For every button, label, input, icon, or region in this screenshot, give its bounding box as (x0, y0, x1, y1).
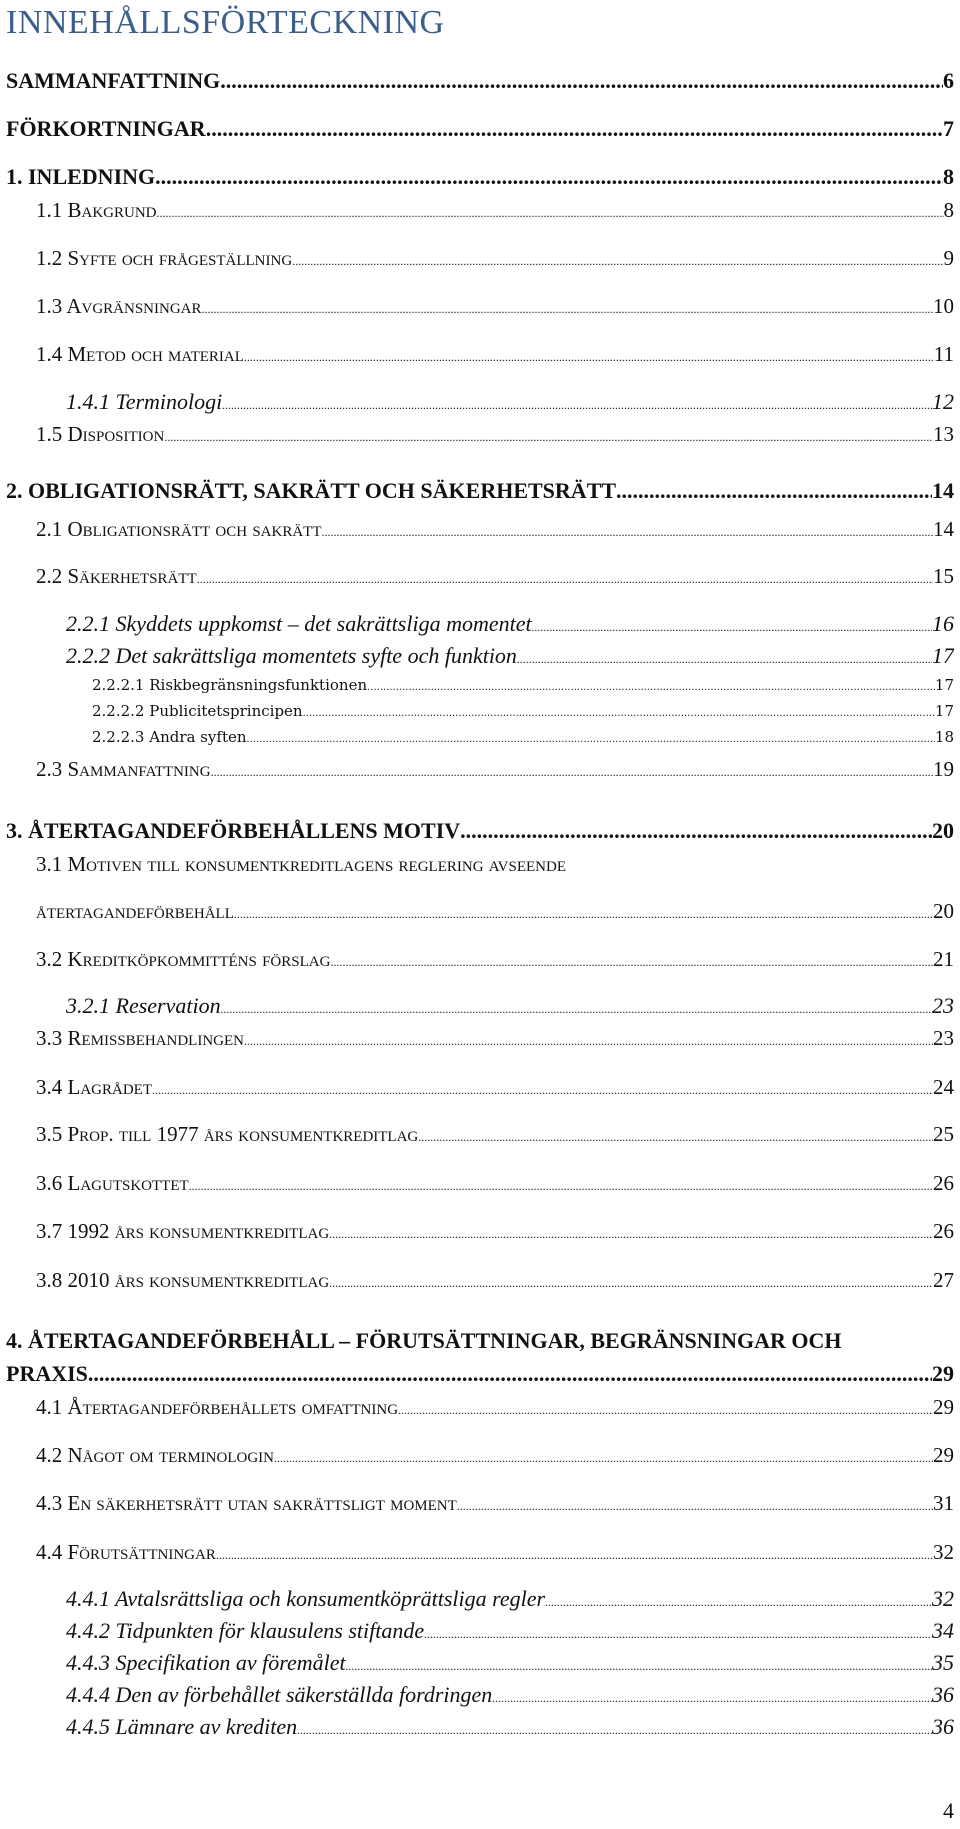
toc-leader (220, 68, 943, 94)
toc-entry[interactable] (36, 246, 954, 271)
toc-label: 4.4.3 Specifikation av föremålet (66, 1650, 346, 1675)
toc-label: 4.4.2 Tidpunkten för klausulens stiftande (66, 1618, 425, 1643)
toc-label: 1.3 Avgränsningar (36, 294, 202, 318)
toc-label: 2.2.2 Det sakrättsliga momentets syfte och funktion (66, 643, 517, 668)
toc-entry[interactable] (36, 198, 954, 223)
toc-label: 4.3 En säkerhetsrätt utan sakrättsligt moment (36, 1491, 457, 1515)
toc-entry[interactable] (6, 1361, 954, 1387)
toc-label: 2.2.2.2 Publicitetsprincipen (92, 702, 303, 720)
toc-leader (517, 652, 932, 667)
toc-label: 3.8 2010 års konsumentkreditlag (36, 1268, 330, 1292)
toc-page: 10 (933, 294, 954, 318)
toc-entry[interactable] (6, 478, 954, 504)
toc-label: 4.4.5 Lämnare av krediten (66, 1714, 298, 1739)
toc-page: 21 (933, 947, 954, 971)
toc-leader (297, 1723, 932, 1738)
toc-leader (234, 907, 933, 922)
toc-page: 29 (932, 1361, 954, 1386)
toc-page: 25 (933, 1122, 954, 1146)
toc-label: 1.4.1 Terminologi (66, 389, 223, 414)
toc-leader (88, 1361, 932, 1387)
toc-leader (222, 398, 932, 413)
toc-page: 17 (934, 702, 954, 720)
page-number: 4 (943, 1798, 954, 1823)
toc-leader (398, 1403, 933, 1418)
toc-page: 15 (933, 564, 954, 588)
toc-label: 4.4.1 Avtalsrättsliga och konsumentköprättsliga regler (66, 1586, 546, 1611)
toc-label: 3.2.1 Reservation (66, 993, 221, 1018)
toc-leader (329, 1276, 933, 1291)
toc-page: 17 (934, 676, 954, 694)
toc-page: 6 (943, 68, 954, 93)
toc-page: 14 (932, 478, 954, 503)
toc-entry[interactable] (36, 1171, 954, 1196)
toc-entry[interactable] (36, 294, 954, 319)
toc-page: 23 (932, 993, 954, 1018)
page-title: INNEHÅLLSFÖRTECKNING (6, 4, 445, 41)
toc-page: 23 (933, 1026, 954, 1050)
toc-leader (164, 430, 933, 445)
toc-entry[interactable] (36, 757, 954, 782)
toc-page: 20 (933, 899, 954, 923)
toc-entry[interactable] (66, 611, 954, 637)
toc-entry[interactable] (66, 1618, 954, 1644)
toc-entry[interactable] (36, 422, 954, 447)
toc-page: 36 (932, 1682, 954, 1707)
toc-page: 26 (933, 1219, 954, 1243)
toc-entry[interactable] (36, 1075, 954, 1100)
toc-entry[interactable] (66, 1650, 954, 1676)
toc-entry[interactable] (92, 702, 954, 720)
toc-label: 3.2 Kreditköpkommitténs förslag (36, 947, 331, 971)
toc-leader (460, 818, 932, 844)
toc-page: 34 (932, 1618, 954, 1643)
toc-label: 1.1 Bakgrund (36, 198, 157, 222)
toc-label: 4.1 Återtagandeförbehållets omfattning (36, 1395, 399, 1419)
toc-leader (157, 206, 944, 221)
toc-page: 7 (943, 116, 954, 141)
toc-leader (346, 1659, 932, 1674)
toc-entry[interactable] (36, 1122, 954, 1147)
toc-entry[interactable] (92, 676, 954, 694)
toc-label: SAMMANFATTNING (6, 68, 221, 93)
toc-leader (221, 1002, 932, 1017)
toc-page: 16 (932, 611, 954, 636)
toc-entry[interactable] (66, 643, 954, 669)
toc-leader (247, 734, 935, 745)
toc-entry[interactable] (66, 1586, 954, 1612)
toc-leader (616, 478, 932, 504)
toc-label: 3.4 Lagrådet (36, 1075, 152, 1099)
toc-entry[interactable] (36, 342, 954, 367)
toc-page: 32 (933, 1540, 954, 1564)
toc-entry[interactable] (36, 1219, 954, 1244)
toc-leader (155, 164, 943, 190)
toc-label: FÖRKORTNINGAR (6, 116, 206, 141)
toc-entry[interactable] (6, 818, 954, 844)
toc-label: 2.3 Sammanfattning (36, 757, 211, 781)
toc-entry[interactable] (36, 1268, 954, 1293)
toc-page: 31 (933, 1491, 954, 1515)
toc-entry[interactable] (36, 1395, 954, 1420)
toc-page: 29 (933, 1395, 954, 1419)
toc-leader (330, 955, 933, 970)
toc-label: 2. OBLIGATIONSRÄTT, SAKRÄTT OCH SÄKERHETSRÄTT (6, 478, 617, 503)
toc-entry[interactable] (66, 389, 954, 415)
toc-label: 3.6 Lagutskottet (36, 1171, 189, 1195)
toc-label: 1.2 Syfte och frågeställning (36, 246, 293, 270)
toc-entry[interactable] (66, 1714, 954, 1740)
toc-entry[interactable] (66, 993, 954, 1019)
toc-label: 2.2.1 Skyddets uppkomst – det sakrättsliga momentet (66, 611, 532, 636)
toc-page: 36 (932, 1714, 954, 1739)
toc-leader (274, 1451, 933, 1466)
toc-label: återtagandeförbehåll (36, 899, 234, 923)
toc-leader (244, 350, 934, 365)
toc-entry-line[interactable]: 4. ÅTERTAGANDEFÖRBEHÅLL – FÖRUTSÄTTNINGAR, BEGRÄNSNINGAR OCH (6, 1328, 842, 1353)
toc-page: 35 (932, 1650, 954, 1675)
toc-leader (152, 1083, 933, 1098)
toc-leader (545, 1595, 932, 1610)
toc-label: 2.2 Säkerhetsrätt (36, 564, 197, 588)
toc-leader (329, 1227, 933, 1242)
toc-leader (216, 1548, 933, 1563)
toc-page: 18 (934, 728, 954, 746)
toc-label: 2.2.2.3 Andra syften (92, 728, 247, 746)
toc-label: 1. INLEDNING (6, 164, 156, 189)
toc-leader (492, 1691, 932, 1706)
toc-leader (189, 1179, 933, 1194)
toc-page: 14 (933, 517, 954, 541)
toc-entry[interactable] (92, 728, 954, 746)
toc-leader (197, 572, 933, 587)
toc-label: 4.2 Något om terminologin (36, 1443, 274, 1467)
toc-page: 17 (932, 643, 954, 668)
toc-page: 24 (933, 1075, 954, 1099)
toc-page: 11 (933, 342, 954, 366)
toc-page: 8 (943, 164, 954, 189)
toc-leader (211, 765, 933, 780)
toc-entry[interactable] (6, 164, 954, 190)
toc-page: 32 (932, 1586, 954, 1611)
toc-entry[interactable] (36, 1540, 954, 1565)
toc-leader (424, 1627, 932, 1642)
toc-leader (367, 682, 935, 693)
toc-page: 9 (943, 246, 954, 270)
toc-label: 3.5 Prop. till 1977 års konsumentkreditlag (36, 1122, 419, 1146)
toc-leader (206, 116, 943, 142)
toc-page: 13 (933, 422, 954, 446)
toc-label: PRAXIS (6, 1361, 88, 1386)
toc-entry[interactable] (6, 68, 954, 94)
toc-page: 20 (932, 818, 954, 843)
toc-entry[interactable] (36, 899, 954, 924)
toc-leader (202, 302, 933, 317)
toc-leader (292, 254, 943, 269)
toc-page: 8 (943, 198, 954, 222)
toc-entry[interactable] (36, 1443, 954, 1468)
toc-entry[interactable] (6, 116, 954, 142)
toc-entry-line[interactable]: 3.1 Motiven till konsumentkreditlagens reglering avseende (36, 852, 567, 876)
toc-page: 27 (933, 1268, 954, 1292)
toc-page: 26 (933, 1171, 954, 1195)
toc-entry[interactable] (66, 1682, 954, 1708)
toc-leader (457, 1499, 933, 1514)
toc-label: 3.7 1992 års konsumentkreditlag (36, 1219, 330, 1243)
toc-page: 19 (933, 757, 954, 781)
toc-entry[interactable] (36, 517, 954, 542)
toc-leader (244, 1034, 933, 1049)
toc-leader (418, 1130, 933, 1145)
toc-entry[interactable] (36, 1491, 954, 1516)
toc-leader (532, 620, 932, 635)
toc-label: 3.3 Remissbehandlingen (36, 1026, 245, 1050)
toc-page: 29 (933, 1443, 954, 1467)
toc-label: 2.2.2.1 Riskbegränsningsfunktionen (92, 676, 368, 694)
toc-label: 1.4 Metod och material (36, 342, 244, 366)
toc-leader (303, 708, 935, 719)
toc-label: 4.4.4 Den av förbehållet säkerställda fordringen (66, 1682, 493, 1707)
toc-leader (322, 525, 934, 540)
toc-entry[interactable] (36, 947, 954, 972)
toc-label: 1.5 Disposition (36, 422, 165, 446)
toc-label: 4.4 Förutsättningar (36, 1540, 216, 1564)
toc-entry[interactable] (36, 1026, 954, 1051)
toc-label: 2.1 Obligationsrätt och sakrätt (36, 517, 322, 541)
toc-entry[interactable] (36, 564, 954, 589)
toc-page: 12 (932, 389, 954, 414)
toc-label: 3. ÅTERTAGANDEFÖRBEHÅLLENS MOTIV (6, 818, 461, 843)
